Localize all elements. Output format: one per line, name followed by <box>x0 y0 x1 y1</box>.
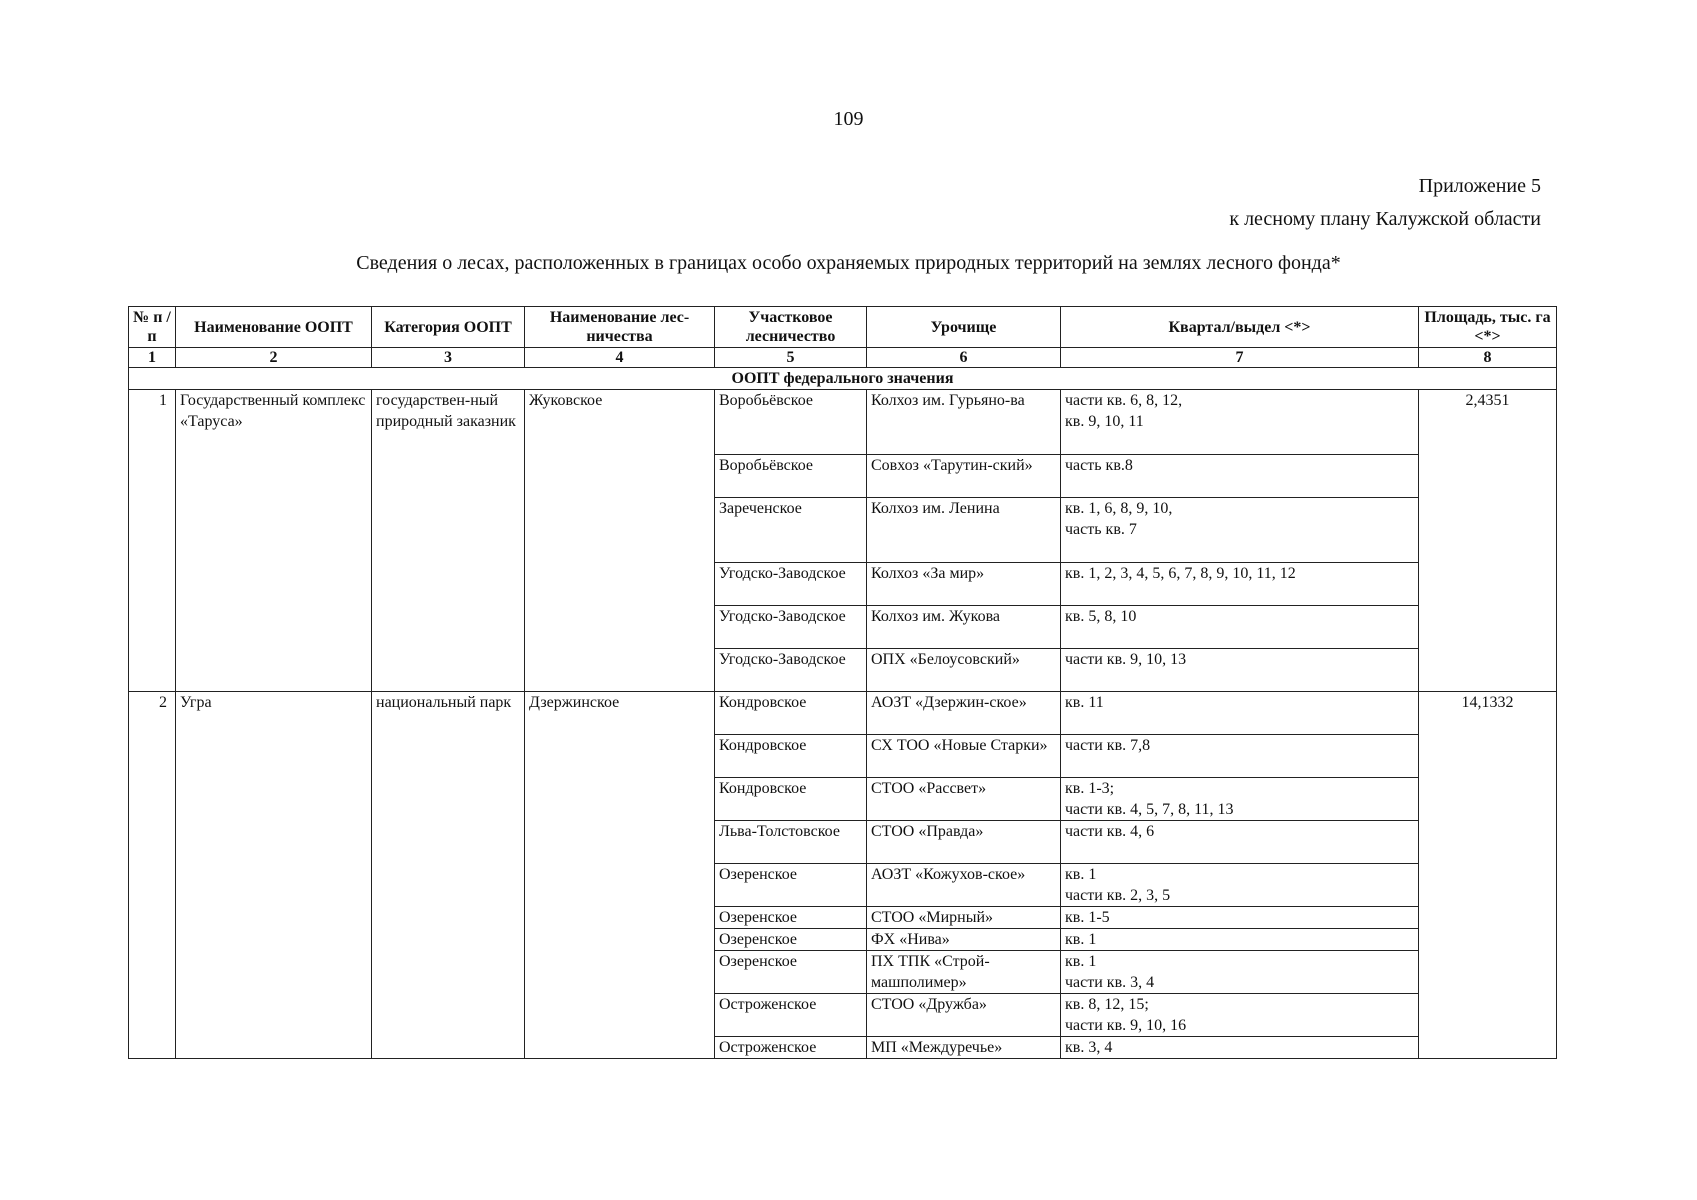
tract-cell: СТОО «Дружба» <box>867 994 1061 1037</box>
district-cell: Угодско-Заводское <box>715 649 867 692</box>
tract-cell: Совхоз «Тарутин-ский» <box>867 455 1061 498</box>
tract-cell: ФХ «Нива» <box>867 929 1061 951</box>
header-cell: Категория ООПТ <box>372 307 525 348</box>
header-cell: Наименование ООПТ <box>176 307 372 348</box>
blocks-cell: части кв. 6, 8, 12, кв. 9, 10, 11 <box>1061 390 1419 455</box>
tract-cell: Колхоз им. Гурьяно-ва <box>867 390 1061 455</box>
blocks-cell: кв. 1-3; части кв. 4, 5, 7, 8, 11, 13 <box>1061 778 1419 821</box>
row-number: 1 <box>129 390 176 692</box>
district-cell: Остроженское <box>715 994 867 1037</box>
district-cell: Кондровское <box>715 692 867 735</box>
page-number: 109 <box>833 108 864 130</box>
header-cell: Участковое лесничество <box>715 307 867 348</box>
tract-cell: МП «Междуречье» <box>867 1037 1061 1059</box>
tract-cell: АОЗТ «Дзержин-ское» <box>867 692 1061 735</box>
header-cell: № п /п <box>129 307 176 348</box>
header-cell: Квартал/выдел <*> <box>1061 307 1419 348</box>
column-number: 6 <box>867 348 1061 368</box>
oopt-name: Угра <box>176 692 372 1059</box>
district-cell: Озеренское <box>715 951 867 994</box>
column-number: 7 <box>1061 348 1419 368</box>
tract-cell: ПХ ТПК «Строй-машполимер» <box>867 951 1061 994</box>
district-cell: Льва-Толстовское <box>715 821 867 864</box>
district-cell: Озеренское <box>715 907 867 929</box>
tract-cell: ОПХ «Белоусовский» <box>867 649 1061 692</box>
column-number: 1 <box>129 348 176 368</box>
district-cell: Озеренское <box>715 864 867 907</box>
tract-cell: СТОО «Рассвет» <box>867 778 1061 821</box>
appendix-note <box>1229 170 1541 236</box>
section-title: ООПТ федерального значения <box>129 368 1557 390</box>
forestry-name: Дзержинское <box>525 692 715 1059</box>
oopt-category: национальный парк <box>372 692 525 1059</box>
district-cell: Угодско-Заводское <box>715 563 867 606</box>
appendix-line-2: к лесному плану Калужской области <box>1229 208 1541 230</box>
blocks-cell: части кв. 9, 10, 13 <box>1061 649 1419 692</box>
blocks-cell: части кв. 7,8 <box>1061 735 1419 778</box>
district-cell: Зареченское <box>715 498 867 563</box>
blocks-cell: кв. 3, 4 <box>1061 1037 1419 1059</box>
blocks-cell: кв. 1, 2, 3, 4, 5, 6, 7, 8, 9, 10, 11, 12 <box>1061 563 1419 606</box>
blocks-cell: кв. 5, 8, 10 <box>1061 606 1419 649</box>
forestry-name: Жуковское <box>525 390 715 692</box>
blocks-cell: кв. 1, 6, 8, 9, 10, часть кв. 7 <box>1061 498 1419 563</box>
blocks-cell: часть кв.8 <box>1061 455 1419 498</box>
tract-cell: Колхоз им. Жукова <box>867 606 1061 649</box>
district-cell: Угодско-Заводское <box>715 606 867 649</box>
blocks-cell: кв. 8, 12, 15; части кв. 9, 10, 16 <box>1061 994 1419 1037</box>
district-cell: Воробьёвское <box>715 390 867 455</box>
tract-cell: СТОО «Правда» <box>867 821 1061 864</box>
table-row <box>129 390 1557 455</box>
tract-cell: Колхоз им. Ленина <box>867 498 1061 563</box>
column-number-row <box>129 348 1557 368</box>
tract-cell: АОЗТ «Кожухов-ское» <box>867 864 1061 907</box>
column-number: 8 <box>1419 348 1557 368</box>
row-number: 2 <box>129 692 176 1059</box>
tract-cell: СХ ТОО «Новые Старки» <box>867 735 1061 778</box>
column-number: 4 <box>525 348 715 368</box>
tract-cell: СТОО «Мирный» <box>867 907 1061 929</box>
header-row <box>129 307 1557 348</box>
blocks-cell: кв. 11 <box>1061 692 1419 735</box>
oopt-category: государствен-ный природный заказник <box>372 390 525 692</box>
district-cell: Кондровское <box>715 778 867 821</box>
document-title: Сведения о лесах, расположенных в границах особо охраняемых природных территорий на землях лесного фонда* <box>356 252 1341 274</box>
district-cell: Воробьёвское <box>715 455 867 498</box>
appendix-line-1: Приложение 5 <box>1418 175 1541 197</box>
oopt-name: Государственный комплекс «Таруса» <box>176 390 372 692</box>
column-number: 2 <box>176 348 372 368</box>
blocks-cell: кв. 1 части кв. 3, 4 <box>1061 951 1419 994</box>
district-cell: Остроженское <box>715 1037 867 1059</box>
header-cell: Урочище <box>867 307 1061 348</box>
header-cell: Наименование лес-ничества <box>525 307 715 348</box>
blocks-cell: кв. 1 <box>1061 929 1419 951</box>
column-number: 3 <box>372 348 525 368</box>
area-cell: 14,1332 <box>1419 692 1557 1059</box>
section-row <box>129 368 1557 390</box>
tract-cell: Колхоз «За мир» <box>867 563 1061 606</box>
blocks-cell: кв. 1 части кв. 2, 3, 5 <box>1061 864 1419 907</box>
district-cell: Кондровское <box>715 735 867 778</box>
area-cell: 2,4351 <box>1419 390 1557 692</box>
blocks-cell: части кв. 4, 6 <box>1061 821 1419 864</box>
blocks-cell: кв. 1-5 <box>1061 907 1419 929</box>
oopt-table <box>128 306 1557 1059</box>
table-row <box>129 692 1557 735</box>
column-number: 5 <box>715 348 867 368</box>
header-cell: Площадь, тыс. га <*> <box>1419 307 1557 348</box>
district-cell: Озеренское <box>715 929 867 951</box>
